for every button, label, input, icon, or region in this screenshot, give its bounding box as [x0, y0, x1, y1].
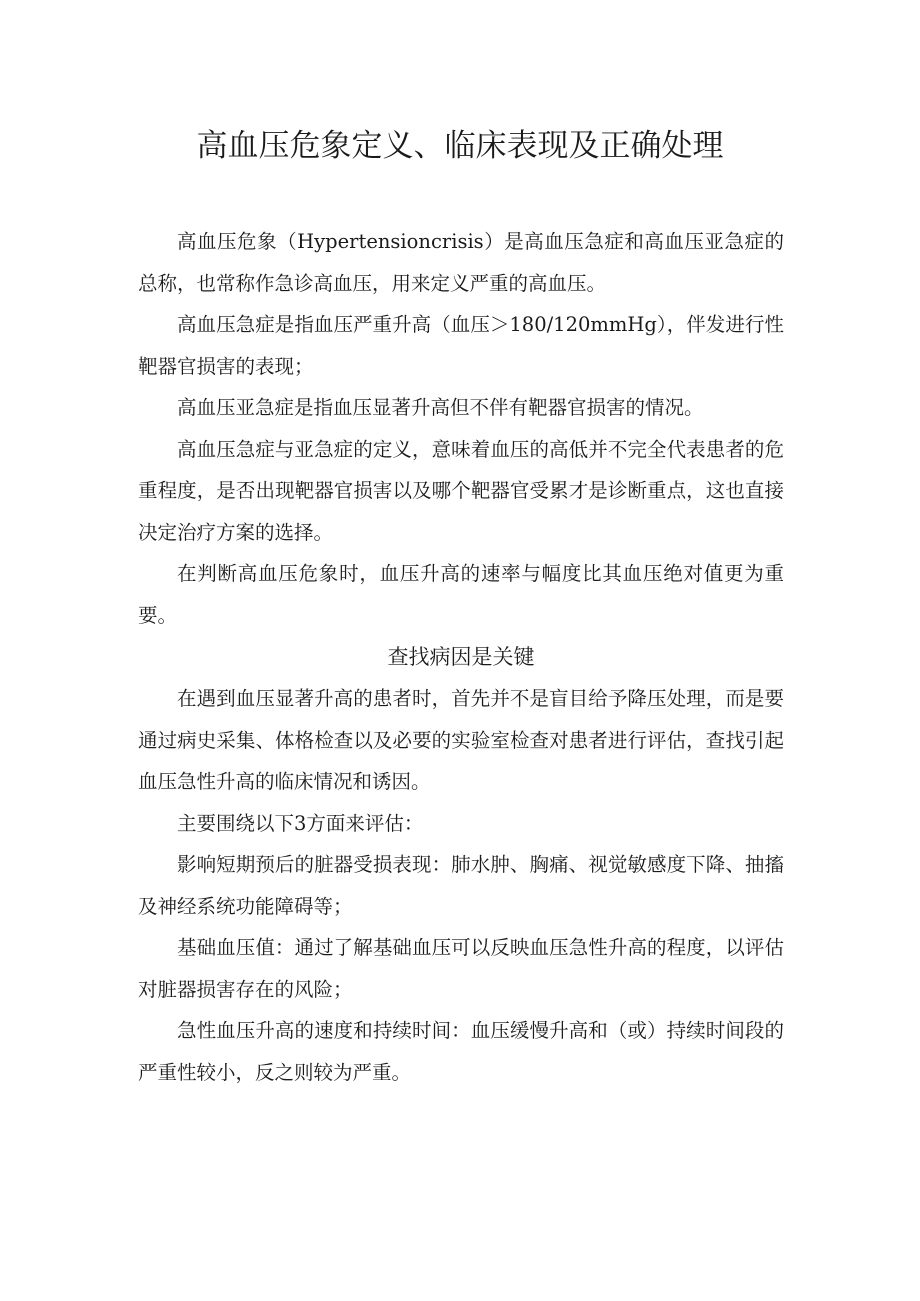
paragraph-baseline-bp: 基础血压值：通过了解基础血压可以反映血压急性升高的程度，以评估对脏器损害存在的风险；	[138, 936, 784, 1001]
paragraph-evaluation: 在遇到血压显著升高的患者时，首先并不是盲目给予降压处理，而是要通过病史采集、体格检查以及必要的实验室检查对患者进行评估，查找引起血压急性升高的临床情况和诱因。	[138, 687, 784, 793]
paragraph-rate: 在判断高血压危象时，血压升高的速率与幅度比其血压绝对值更为重要。	[138, 562, 784, 627]
section-heading: 查找病因是关键	[387, 645, 535, 669]
document-body	[138, 221, 784, 1093]
paragraph-severity: 高血压急症与亚急症的定义，意味着血压的高低并不完全代表患者的危重程度，是否出现靶器官损害以及哪个靶器官受累才是诊断重点，这也直接决定治疗方案的选择。	[138, 437, 784, 544]
paragraph-organ-damage: 影响短期预后的脏器受损表现：肺水肿、胸痛、视觉敏感度下降、抽搐及神经系统功能障碍等；	[138, 853, 784, 918]
paragraph-emergency: 高血压急症是指血压严重升高（血压＞180/120mmHg），伴发进行性靶器官损害的表现；	[138, 313, 784, 378]
paragraph-definition: 高血压危象（Hypertensioncrisis）是高血压急症和高血压亚急症的总称，也常称作急诊高血压，用来定义严重的高血压。	[138, 230, 784, 295]
document-title: 高血压危象定义、临床表现及正确处理	[196, 128, 724, 164]
paragraph-urgency: 高血压亚急症是指血压显著升高但不伴有靶器官损害的情况。	[177, 396, 704, 419]
paragraph-three-aspects: 主要围绕以下3方面来评估：	[177, 811, 424, 835]
paragraph-speed-duration: 急性血压升高的速度和持续时间：血压缓慢升高和（或）持续时间段的严重性较小，反之则较为严重。	[138, 1019, 784, 1084]
